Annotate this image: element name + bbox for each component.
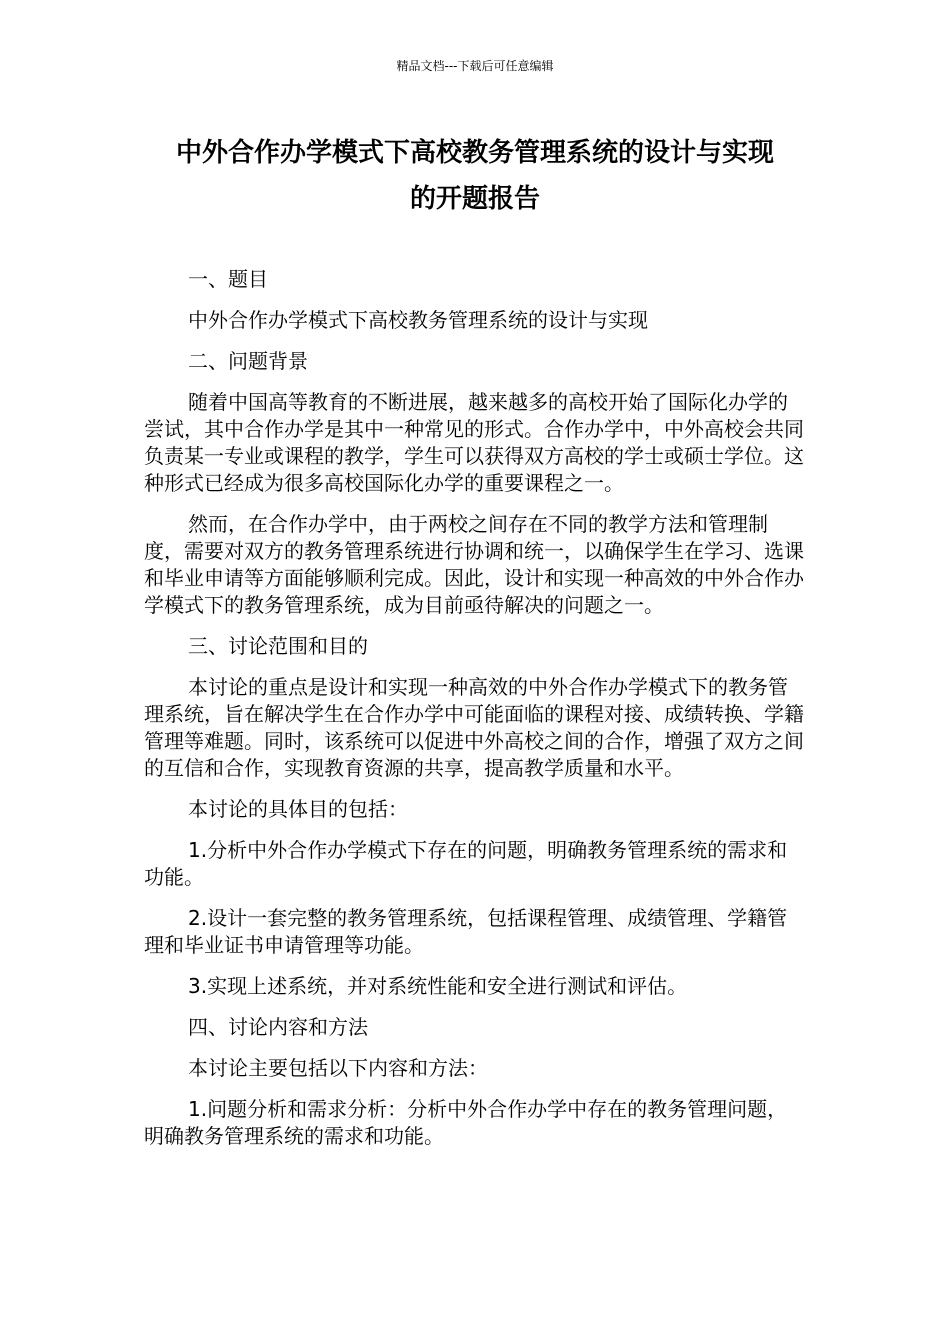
objective-item: 3.实现上述系统，并对系统性能和安全进行测试和评估。: [188, 974, 688, 998]
scope-paragraph: 本讨论的重点是设计和实现一种高效的中外合作办学模式下的教务管理系统，旨在解决学生在合作办学中可能面临的课程对接、成绩转换、学籍管理等难题。同时，该系统可以促进中外高校之间的合作，增强了双方之间的互信和合作，实现教育资源的共享，提高教学质量和水平。: [144, 675, 804, 780]
topic-text: 中外合作办学模式下高校教务管理系统的设计与实现: [188, 308, 648, 332]
objective-item: 2.设计一套完整的教务管理系统，包括课程管理、成绩管理、学籍管理和毕业证书申请管理等功能。: [144, 906, 788, 957]
document-title-line-1: 中外合作办学模式下高校教务管理系统的设计与实现: [175, 138, 774, 168]
scope-paragraph: 本讨论的具体目的包括：: [188, 797, 408, 821]
section-heading-topic: 一、题目: [188, 267, 268, 291]
section-heading-background: 二、问题背景: [188, 349, 308, 373]
background-paragraph: 随着中国高等教育的不断进展，越来越多的高校开始了国际化办学的尝试，其中合作办学是其中一种常见的形式。合作办学中，中外高校会共同负责某一专业或课程的教学，学生可以获得双方高校的学士或硕士学位。这种形式已经成为很多高校国际化办学的重要课程之一。: [144, 390, 804, 495]
section-heading-scope: 三、讨论范围和目的: [188, 634, 368, 658]
document-title-line-2: 的开题报告: [409, 184, 540, 214]
objective-item: 1.分析中外合作办学模式下存在的问题，明确教务管理系统的需求和功能。: [144, 838, 788, 889]
methods-item: 1.问题分析和需求分析：分析中外合作办学中存在的教务管理问题，明确教务管理系统的需求和功能。: [144, 1097, 788, 1148]
page-header-note: 精品文档---下载后可任意编辑: [396, 59, 554, 73]
methods-paragraph: 本讨论主要包括以下内容和方法：: [188, 1056, 488, 1080]
document-title: [120, 130, 830, 222]
section-heading-methods: 四、讨论内容和方法: [188, 1015, 368, 1039]
background-paragraph: 然而，在合作办学中，由于两校之间存在不同的教学方法和管理制度，需要对双方的教务管理系统进行协调和统一，以确保学生在学习、选课和毕业申请等方面能够顺利完成。因此，设计和实现一种高效的中外合作办学模式下的教务管理系统，成为目前亟待解决的问题之一。: [144, 512, 804, 617]
document-body: [144, 266, 806, 1164]
